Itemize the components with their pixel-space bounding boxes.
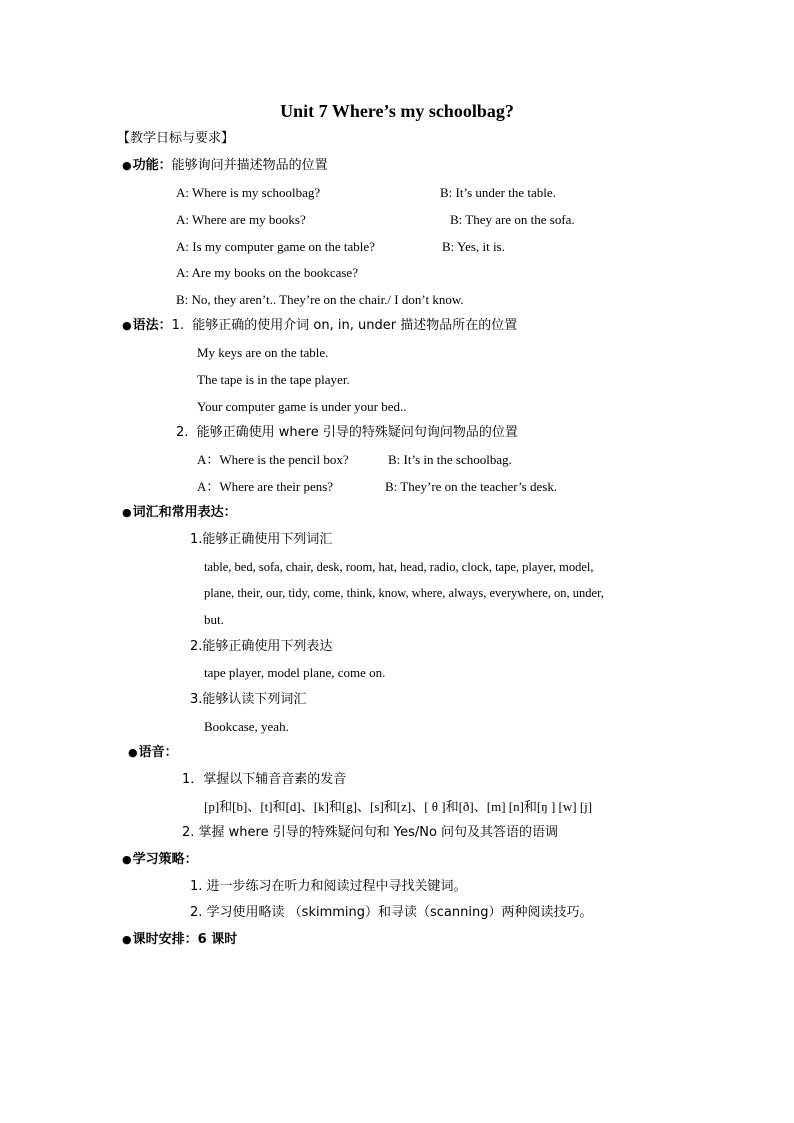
- page-title: Unit 7 Where’s my schoolbag?: [280, 101, 514, 121]
- function-line-a: A: Is my computer game on the table?: [176, 239, 375, 254]
- vocab-expressions: tape player, model plane, come on.: [204, 665, 386, 680]
- function-line-a: A: Where is my schoolbag?: [176, 185, 321, 200]
- functions-heading: [122, 158, 328, 174]
- bullet-icon: ●: [122, 506, 132, 519]
- vocab-read-words: Bookcase, yeah.: [204, 719, 289, 734]
- strategy-item1: 1. 进一步练习在听力和阅读过程中寻找关键词。: [190, 879, 467, 894]
- schedule-heading: [122, 932, 237, 948]
- strategy-heading: [122, 852, 198, 868]
- grammar-item2: [176, 425, 518, 441]
- grammar-example: The tape is in the tape player.: [197, 372, 350, 387]
- function-line-b: B: It’s under the table.: [440, 185, 556, 200]
- objectives-header: 【教学日标与要求】: [117, 131, 235, 146]
- bullet-icon: ●: [122, 933, 132, 946]
- vocab-label: 词汇和常用表达：: [132, 505, 237, 520]
- schedule-value: 6 课时: [197, 932, 238, 947]
- function-line-a: A: Where are my books?: [176, 212, 306, 227]
- phonetics-heading: [128, 745, 178, 761]
- phonetics-sounds: [p]和[b]、[t]和[d]、[k]和[g]、[s]和[z]、[ θ ]和[ð]、[m] [n]和[ŋ ] [w] [j]: [204, 799, 593, 814]
- grammar-heading: [122, 318, 517, 334]
- vocab-words-line: table, bed, sofa, chair, desk, room, hat, head, radio, clock, tape, player, model,: [204, 560, 594, 574]
- grammar-dialogue-a: A：Where are their pens?: [197, 479, 334, 494]
- vocab-item1: 1.能够正确使用下列词汇: [190, 532, 333, 547]
- function-line-b: B: They are on the sofa.: [450, 212, 575, 227]
- phonetics-item2: 2. 掌握 where 引导的特殊疑问句和 Yes/No 问句及其答语的语调: [182, 825, 559, 840]
- vocab-words-line: plane, their, our, tidy, come, think, know, where, always, everywhere, on, under,: [204, 586, 604, 600]
- function-line-b: B: Yes, it is.: [442, 239, 505, 254]
- grammar-dialogue-a: A：Where is the pencil box?: [197, 452, 349, 467]
- strategy-item2: 2. 学习使用略读 （skimming）和寻读（scanning）两种阅读技巧。: [190, 905, 593, 920]
- grammar-item2-num: 2.: [176, 425, 189, 440]
- bullet-icon: ●: [122, 853, 132, 866]
- function-line-a: A: Are my books on the bookcase?: [176, 265, 358, 280]
- vocab-words-line: but.: [204, 612, 224, 627]
- grammar-label: 语法：: [132, 318, 172, 333]
- grammar-dialogue-b: B: It’s in the schoolbag.: [388, 452, 512, 467]
- bullet-icon: ●: [128, 746, 138, 759]
- strategy-label: 学习策略：: [132, 852, 198, 867]
- grammar-dialogue-b: B: They’re on the teacher’s desk.: [385, 479, 558, 494]
- grammar-item1-num: 1.: [171, 318, 185, 333]
- vocab-item3: 3.能够认读下列词汇: [190, 692, 307, 707]
- schedule-label: 课时安排：: [132, 932, 198, 947]
- grammar-example: Your computer game is under your bed..: [197, 399, 407, 414]
- grammar-item2-text: 能够正确使用 where 引导的特殊疑问句询问物品的位置: [196, 425, 518, 440]
- grammar-item1-text: 能够正确的使用介词 on, in, under 描述物品所在的位置: [192, 318, 518, 333]
- grammar-example: My keys are on the table.: [197, 345, 329, 360]
- vocab-heading: [122, 505, 237, 521]
- function-line-a: B: No, they aren’t.. They’re on the chair./ I don’t know.: [176, 292, 464, 307]
- functions-desc: 能够询问并描述物品的位置: [171, 158, 328, 173]
- vocab-item2: 2.能够正确使用下列表达: [190, 639, 333, 654]
- functions-label: 功能：: [132, 158, 172, 173]
- bullet-icon: ●: [122, 319, 132, 332]
- phonetics-label: 语音：: [138, 745, 178, 760]
- bullet-icon: ●: [122, 159, 132, 172]
- phonetics-item1: 1．掌握以下辅音音素的发音: [182, 772, 347, 787]
